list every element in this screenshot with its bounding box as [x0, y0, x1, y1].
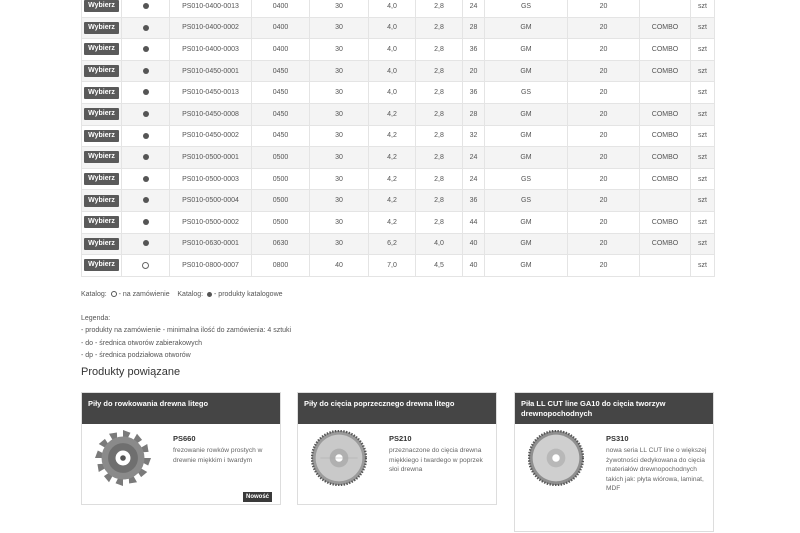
table-row — [82, 125, 715, 147]
select-button[interactable]: Wybierz — [84, 195, 119, 207]
combo-cell: COMBO — [640, 17, 691, 39]
filled-circle-icon — [143, 111, 149, 117]
select-button[interactable]: Wybierz — [84, 216, 119, 228]
select — [82, 190, 122, 212]
card-description: frezowanie rowków prostych w drewnie miękkim i twardym — [173, 447, 263, 464]
plate-cell: 2,8 — [416, 60, 463, 82]
bore-cell: 30 — [310, 211, 369, 233]
availability — [122, 82, 170, 104]
combo-cell: COMBO — [640, 233, 691, 255]
grind-cell: GM — [485, 255, 568, 277]
teeth-cell: 28 — [463, 103, 485, 125]
availability — [122, 255, 170, 277]
kerf-cell: 4,0 — [369, 17, 416, 39]
availability — [122, 233, 170, 255]
legend-line: - dp - średnica podziałowa otworów — [81, 352, 191, 359]
table-row — [82, 60, 715, 82]
dp-cell: 20 — [568, 60, 640, 82]
grind-cell: GM — [485, 211, 568, 233]
plate-cell: 2,8 — [416, 103, 463, 125]
plate-cell: 2,8 — [416, 147, 463, 169]
teeth-cell: 36 — [463, 190, 485, 212]
kerf-cell: 4,0 — [369, 82, 416, 104]
bore-cell: 30 — [310, 103, 369, 125]
select-button[interactable]: Wybierz — [84, 108, 119, 120]
select-button[interactable]: Wybierz — [84, 151, 119, 163]
kerf-cell: 4,0 — [369, 60, 416, 82]
crosscut-saw-image[interactable] — [311, 430, 367, 486]
card-header[interactable]: Piła LL CUT line GA10 do cięcia tworzyw drewnopochodnych — [515, 393, 713, 424]
select — [82, 147, 122, 169]
availability — [122, 60, 170, 82]
teeth-cell: 36 — [463, 82, 485, 104]
open-circle-icon — [142, 262, 149, 269]
plate-cell: 2,8 — [416, 125, 463, 147]
grind-cell: GM — [485, 125, 568, 147]
filled-circle-icon — [207, 292, 212, 297]
unit-cell: szt — [691, 255, 715, 277]
kerf-cell: 4,2 — [369, 211, 416, 233]
unit-cell: szt — [691, 82, 715, 104]
filled-circle-icon — [143, 176, 149, 182]
filled-circle-icon — [143, 25, 149, 31]
related-product-card[interactable] — [297, 392, 497, 505]
filled-circle-icon — [143, 89, 149, 95]
catalog-label-1: Katalog: — [81, 291, 107, 298]
combo-cell: COMBO — [640, 103, 691, 125]
grooving-saw-image[interactable] — [95, 430, 151, 486]
combo-cell — [640, 0, 691, 17]
plate-cell: 2,8 — [416, 211, 463, 233]
teeth-cell: 24 — [463, 0, 485, 17]
product-table — [81, 0, 715, 277]
bore-cell: 30 — [310, 190, 369, 212]
teeth-cell: 24 — [463, 168, 485, 190]
availability — [122, 0, 170, 17]
kerf-cell: 4,2 — [369, 147, 416, 169]
plate-cell: 2,8 — [416, 82, 463, 104]
select-button[interactable]: Wybierz — [84, 173, 119, 185]
product-code-cell: PS010-0400-0013 — [170, 0, 252, 17]
card-header[interactable]: Piły do cięcia poprzecznego drewna litego — [298, 393, 496, 424]
plate-cell: 2,8 — [416, 39, 463, 61]
kerf-cell: 4,2 — [369, 190, 416, 212]
legend-title: Legenda: — [81, 315, 111, 322]
grind-cell: GM — [485, 103, 568, 125]
combo-cell — [640, 255, 691, 277]
select — [82, 39, 122, 61]
table-row — [82, 168, 715, 190]
grind-cell: GM — [485, 17, 568, 39]
bore-cell: 30 — [310, 82, 369, 104]
table-row — [82, 147, 715, 169]
select-button[interactable]: Wybierz — [84, 87, 119, 99]
product-code-cell: PS010-0500-0003 — [170, 168, 252, 190]
related-products-heading: Produkty powiązane — [81, 366, 181, 378]
kerf-cell: 6,2 — [369, 233, 416, 255]
grind-cell: GM — [485, 39, 568, 61]
product-code-cell: PS010-0500-0004 — [170, 190, 252, 212]
combo-cell — [640, 190, 691, 212]
product-code-cell: PS010-0500-0002 — [170, 211, 252, 233]
dp-cell: 20 — [568, 125, 640, 147]
unit-cell: szt — [691, 39, 715, 61]
dp-cell: 20 — [568, 39, 640, 61]
bore-cell: 30 — [310, 0, 369, 17]
diameter-cell: 0500 — [252, 147, 310, 169]
table-row — [82, 190, 715, 212]
select-button[interactable]: Wybierz — [84, 259, 119, 271]
filled-circle-icon — [143, 68, 149, 74]
teeth-cell: 28 — [463, 17, 485, 39]
select-button[interactable]: Wybierz — [84, 43, 119, 55]
filled-circle-icon — [143, 154, 149, 160]
availability — [122, 190, 170, 212]
combo-cell: COMBO — [640, 147, 691, 169]
plate-cell: 4,5 — [416, 255, 463, 277]
availability — [122, 103, 170, 125]
combo-cell: COMBO — [640, 125, 691, 147]
dp-cell: 20 — [568, 17, 640, 39]
table-row — [82, 39, 715, 61]
plate-cell: 2,8 — [416, 168, 463, 190]
teeth-cell: 32 — [463, 125, 485, 147]
dp-cell: 20 — [568, 82, 640, 104]
grind-cell: GM — [485, 147, 568, 169]
table-row — [82, 17, 715, 39]
select — [82, 82, 122, 104]
dp-cell: 20 — [568, 0, 640, 17]
catalog-note — [81, 291, 283, 298]
filled-circle-icon — [143, 133, 149, 139]
unit-cell: szt — [691, 17, 715, 39]
select — [82, 168, 122, 190]
combo-cell: COMBO — [640, 211, 691, 233]
select — [82, 17, 122, 39]
legend-line: - produkty na zamówienie - minimalna ilość do zamówienia: 4 sztuki — [81, 327, 292, 334]
kerf-cell: 4,2 — [369, 103, 416, 125]
grind-cell: GS — [485, 0, 568, 17]
combo-cell: COMBO — [640, 39, 691, 61]
diameter-cell: 0400 — [252, 0, 310, 17]
dp-cell: 20 — [568, 190, 640, 212]
catalog-on-order-text: - na zamówienie — [118, 291, 170, 298]
catalog-products-text: - produkty katalogowe — [214, 291, 283, 298]
product-code-cell: PS010-0400-0002 — [170, 17, 252, 39]
product-code-cell: PS010-0450-0008 — [170, 103, 252, 125]
diameter-cell: 0500 — [252, 190, 310, 212]
grind-cell: GS — [485, 82, 568, 104]
filled-circle-icon — [143, 3, 149, 9]
unit-cell: szt — [691, 233, 715, 255]
diameter-cell: 0500 — [252, 168, 310, 190]
select — [82, 255, 122, 277]
plate-cell: 4,0 — [416, 233, 463, 255]
table-row — [82, 0, 715, 17]
grind-cell: GS — [485, 190, 568, 212]
card-description: przeznaczone do cięcia drewna miękkiego i twardego w poprzek słoi drewna — [389, 447, 483, 474]
bore-cell: 30 — [310, 17, 369, 39]
select — [82, 60, 122, 82]
unit-cell: szt — [691, 0, 715, 17]
kerf-cell: 4,0 — [369, 0, 416, 17]
product-code-cell: PS010-0630-0001 — [170, 233, 252, 255]
product-code-cell: PS010-0500-0001 — [170, 147, 252, 169]
teeth-cell: 40 — [463, 233, 485, 255]
table-row — [82, 255, 715, 277]
select-button[interactable]: Wybierz — [84, 130, 119, 142]
select-button[interactable]: Wybierz — [84, 22, 119, 34]
new-badge: Nowość — [243, 492, 272, 502]
grind-cell: GM — [485, 60, 568, 82]
filled-circle-icon — [143, 46, 149, 52]
select-button[interactable]: Wybierz — [84, 238, 119, 250]
product-code-cell: PS010-0450-0001 — [170, 60, 252, 82]
filled-circle-icon — [143, 219, 149, 225]
teeth-cell: 36 — [463, 39, 485, 61]
diameter-cell: 0400 — [252, 39, 310, 61]
plate-cell: 2,8 — [416, 190, 463, 212]
availability — [122, 17, 170, 39]
table-row — [82, 82, 715, 104]
unit-cell: szt — [691, 168, 715, 190]
teeth-cell: 44 — [463, 211, 485, 233]
diameter-cell: 0450 — [252, 82, 310, 104]
dp-cell: 20 — [568, 168, 640, 190]
unit-cell: szt — [691, 147, 715, 169]
dp-cell: 20 — [568, 233, 640, 255]
diameter-cell: 0450 — [252, 103, 310, 125]
dp-cell: 20 — [568, 255, 640, 277]
table-row — [82, 103, 715, 125]
select — [82, 125, 122, 147]
table-row — [82, 233, 715, 255]
plate-cell: 2,8 — [416, 17, 463, 39]
teeth-cell: 20 — [463, 60, 485, 82]
bore-cell: 30 — [310, 168, 369, 190]
bore-cell: 40 — [310, 255, 369, 277]
product-code-cell: PS010-0450-0013 — [170, 82, 252, 104]
kerf-cell: 4,0 — [369, 39, 416, 61]
bore-cell: 30 — [310, 233, 369, 255]
catalog-label-2: Katalog: — [177, 291, 204, 298]
kerf-cell: 7,0 — [369, 255, 416, 277]
panel-saw-image[interactable] — [528, 430, 584, 486]
select — [82, 211, 122, 233]
select-button[interactable]: Wybierz — [84, 65, 119, 77]
product-code-cell: PS010-0450-0002 — [170, 125, 252, 147]
bore-cell: 30 — [310, 60, 369, 82]
card-title[interactable]: PS310 — [606, 434, 629, 443]
bore-cell: 30 — [310, 39, 369, 61]
diameter-cell: 0630 — [252, 233, 310, 255]
bore-cell: 30 — [310, 147, 369, 169]
diameter-cell: 0450 — [252, 60, 310, 82]
availability — [122, 211, 170, 233]
plate-cell: 2,8 — [416, 0, 463, 17]
availability — [122, 168, 170, 190]
kerf-cell: 4,2 — [369, 125, 416, 147]
unit-cell: szt — [691, 190, 715, 212]
combo-cell — [640, 82, 691, 104]
card-description: nowa seria LL CUT line o większej żywotności dedykowana do cięcia materiałów drewnopochodnych takich jak: płyta wiórowa, laminat, MDF — [606, 447, 707, 493]
dp-cell: 20 — [568, 103, 640, 125]
diameter-cell: 0450 — [252, 125, 310, 147]
availability — [122, 39, 170, 61]
select — [82, 103, 122, 125]
unit-cell: szt — [691, 60, 715, 82]
card-title[interactable]: PS210 — [389, 434, 412, 443]
teeth-cell: 24 — [463, 147, 485, 169]
select — [82, 233, 122, 255]
table-row — [82, 211, 715, 233]
diameter-cell: 0800 — [252, 255, 310, 277]
diameter-cell: 0400 — [252, 17, 310, 39]
grind-cell: GM — [485, 233, 568, 255]
unit-cell: szt — [691, 211, 715, 233]
open-circle-icon — [111, 291, 117, 297]
product-code-cell: PS010-0400-0003 — [170, 39, 252, 61]
select-button[interactable]: Wybierz — [84, 0, 119, 12]
dp-cell: 20 — [568, 147, 640, 169]
availability — [122, 125, 170, 147]
diameter-cell: 0500 — [252, 211, 310, 233]
card-title[interactable]: PS660 — [173, 434, 196, 443]
legend-line: - do - średnica otworów zabierakowych — [81, 340, 202, 347]
combo-cell: COMBO — [640, 60, 691, 82]
unit-cell: szt — [691, 125, 715, 147]
kerf-cell: 4,2 — [369, 168, 416, 190]
filled-circle-icon — [143, 197, 149, 203]
dp-cell: 20 — [568, 211, 640, 233]
card-header[interactable]: Piły do rowkowania drewna litego — [82, 393, 280, 424]
teeth-cell: 40 — [463, 255, 485, 277]
related-product-card[interactable] — [514, 392, 714, 532]
availability — [122, 147, 170, 169]
select — [82, 0, 122, 17]
unit-cell: szt — [691, 103, 715, 125]
grind-cell: GS — [485, 168, 568, 190]
bore-cell: 30 — [310, 125, 369, 147]
related-product-card[interactable] — [81, 392, 281, 505]
filled-circle-icon — [143, 240, 149, 246]
product-code-cell: PS010-0800-0007 — [170, 255, 252, 277]
combo-cell: COMBO — [640, 168, 691, 190]
